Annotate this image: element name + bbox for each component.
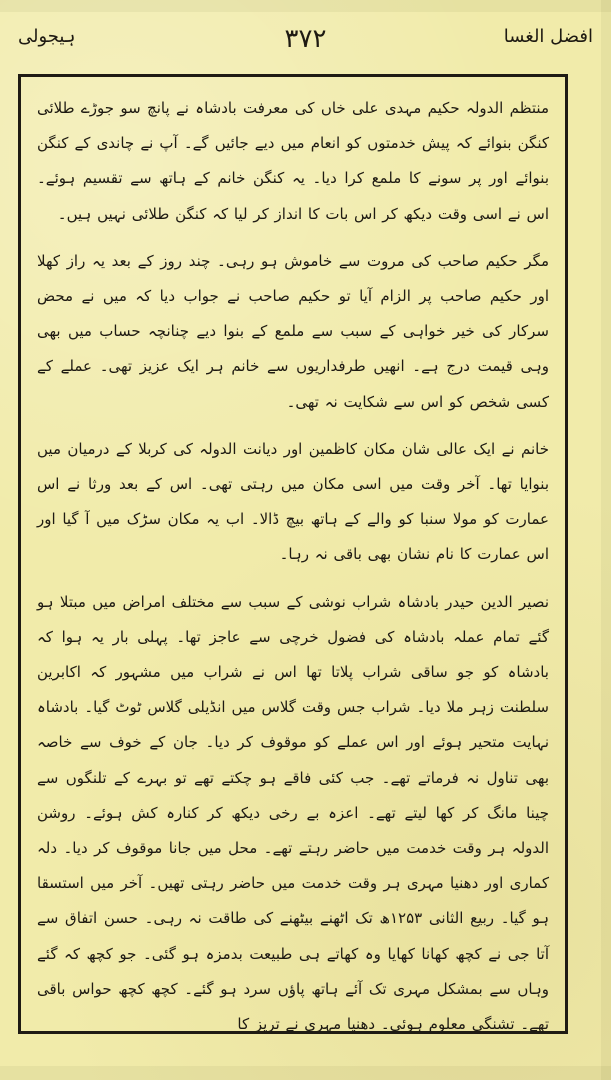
header-right-text: افضل الغسا	[503, 26, 593, 47]
header-left-text: ہیجولی	[18, 26, 76, 47]
document-body	[37, 91, 549, 1042]
text-frame	[18, 74, 568, 1034]
page-number: ۳۷۲	[284, 24, 327, 54]
paragraph-gap	[37, 420, 549, 432]
scan-shadow-top	[0, 0, 611, 12]
paragraph-gap	[37, 232, 549, 244]
paragraph-1: منتظم الدولہ حکیم مہدی علی خاں کی معرفت بادشاہ نے پانچ سو جوڑے طلائی کنگن بنوائے کہ پیش خدمتوں کو انعام میں دیے جائیں گے۔ آپ نے چاندی کے کنگن بنوائے اور پر سونے کا ملمع کرا دیا۔ یہ کنگن خانم کے ہاتھ سے تقسیم ہوئے۔ اس نے اسی وقت دیکھ کر اس بات کا انداز کر لیا کہ کنگن طلائی نہیں ہیں۔	[37, 99, 549, 223]
paragraph-4: نصیر الدین حیدر بادشاہ شراب نوشی کے سبب سے مختلف امراض میں مبتلا ہو گئے تمام عملہ بادشاہ کی فضول خرچی سے عاجز تھا۔ پہلی بار یہ ہوا کہ بادشاہ کو جو ساقی شراب پلاتا تھا اس نے شراب میں مشہور کہ اکابرین سلطنت زہر ملا دیا۔ شراب جس وقت گلاس میں انڈیلی گلاس ٹوٹ گیا۔ بادشاہ نہایت متحیر ہوئے اور اس عملے کو موقوف کر دیا۔ جان کے خوف سے خاصہ بھی تناول نہ فرماتے تھے۔ جب کئی فاقے ہو چکتے تھے تو بہرے کے تلنگوں سے چینا مانگ کر کھا لیتے تھے۔ اعزہ بے رخی دیکھ کر کنارہ کش ہوئے۔ روشن الدولہ ہر وقت خدمت میں حاضر رہتے تھے۔ محل میں جانا موقوف کر دیا۔ دلہ کماری اور دھنیا مہری ہر وقت خدمت میں حاضر رہتی تھیں۔ آخر میں استسقا ہو گیا۔ ربیع الثانی ۱۲۵۳ھ تک اٹھنے بیٹھنے کی طاقت نہ رہی۔ حسن اتفاق سے آتا جی نے کچھ کھانا کھایا وہ کھاتے ہی طبیعت بدمزہ ہو گئی۔ جو کچھ کہ گئے وہاں سے بمشکل مہری تک آئے ہاتھ پاؤں سرد ہو گئے۔ کچھ کچھ حواس باقی تھے۔ تشنگی معلوم ہوئی۔ دھنیا مہری نے تریز کا	[37, 592, 549, 1034]
scan-shadow-right	[601, 0, 611, 1080]
paragraph-2: مگر حکیم صاحب کی مروت سے خاموش ہو رہی۔ چند روز کے بعد یہ راز کھلا اور حکیم صاحب پر الزام آیا تو حکیم صاحب نے جواب دیا کہ میں نے محض سرکار کی خیر خواہی کے سبب سے ملمع کے بنوا دیے چنانچہ حساب میں بھی وہی قیمت درج ہے۔ انھیں طرفداریوں سے خانم ہر ایک عزیز تھی۔ عملے کے کسی شخص کو اس سے شکایت نہ تھی۔	[37, 251, 549, 411]
paragraph-gap	[37, 573, 549, 585]
page-header	[18, 24, 593, 62]
paragraph-3: خانم نے ایک عالی شان مکان کاظمین اور دیانت الدولہ کی کربلا کے درمیان میں بنوایا تھا۔ آخر وقت میں اسی مکان میں رہتی تھی۔ اس کے بعد ورثا نے اس عمارت کو مولا سنبا کو والے کے ہاتھ بیچ ڈالا۔ اب یہ مکان سڑک میں آ گیا اور اس عمارت کا نام نشان بھی باقی نہ رہا۔	[37, 439, 549, 564]
scan-shadow-bottom	[0, 1066, 611, 1080]
